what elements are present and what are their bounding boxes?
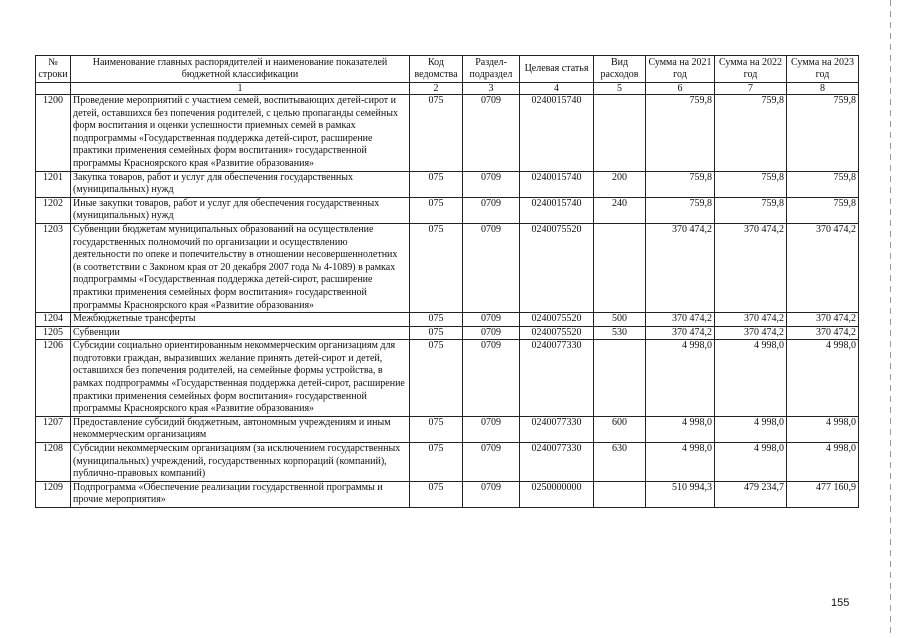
target-article-cell: 0240015740 — [520, 171, 594, 197]
table-row — [36, 326, 859, 340]
sum-2023-cell: 370 474,2 — [787, 326, 859, 340]
row-name-cell: Субсидии социально ориентированным некоммерческим организациям для подготовки граждан, выразивших желание принять детей-сирот и детей, оставшихся без попечения родителей, на семейные формы устройства, в рамках подпрограммы «Государственная поддержка детей-сирот, расширение практики применения семейных форм воспитания» государственной программы Красноярского края «Развитие образования» — [71, 340, 410, 417]
header-cell: Сумма на 2023 год — [787, 56, 859, 83]
sum-2023-cell: 370 474,2 — [787, 223, 859, 312]
expense-type-cell — [594, 340, 646, 417]
sum-2021-cell: 4 998,0 — [646, 416, 715, 442]
page-number: 155 — [831, 597, 850, 609]
header-row — [36, 56, 859, 83]
target-article-cell: 0240075520 — [520, 313, 594, 327]
sum-2021-cell: 370 474,2 — [646, 313, 715, 327]
header-cell: № строки — [36, 56, 71, 83]
dept-code-cell: 075 — [410, 443, 463, 482]
table-row — [36, 481, 859, 507]
expense-type-cell: 240 — [594, 197, 646, 223]
row-number-cell: 1205 — [36, 326, 71, 340]
dept-code-cell: 075 — [410, 326, 463, 340]
row-name-cell: Предоставление субсидий бюджетным, автономным учреждениям и иным некоммерческим организациям — [71, 416, 410, 442]
section-cell: 0709 — [463, 416, 520, 442]
column-number-row — [36, 83, 859, 95]
sum-2022-cell: 759,8 — [715, 171, 787, 197]
expense-type-cell: 600 — [594, 416, 646, 442]
row-name-cell: Субвенции бюджетам муниципальных образований на осуществление государственных полномочий по организации и осуществлению деятельности по опеке и попечительству в отношении несовершеннолетних (в соответствии с Законом края от 20 декабря 2007 года № 4-1089) в рамках подпрограммы «Государственная поддержка детей-сирот, расширение практики применения семейных форм воспитания» государственной программы Красноярского края «Развитие образования» — [71, 223, 410, 312]
sum-2023-cell: 4 998,0 — [787, 340, 859, 417]
row-number-cell: 1209 — [36, 481, 71, 507]
sum-2021-cell: 759,8 — [646, 171, 715, 197]
dept-code-cell: 075 — [410, 340, 463, 417]
target-article-cell: 0240077330 — [520, 443, 594, 482]
row-name-cell: Субвенции — [71, 326, 410, 340]
scan-edge-line — [890, 0, 891, 638]
header-cell: Код ведомства — [410, 56, 463, 83]
row-number-cell: 1204 — [36, 313, 71, 327]
section-cell: 0709 — [463, 95, 520, 172]
row-name-cell: Межбюджетные трансферты — [71, 313, 410, 327]
dept-code-cell: 075 — [410, 416, 463, 442]
sum-2021-cell: 4 998,0 — [646, 340, 715, 417]
sum-2022-cell: 759,8 — [715, 95, 787, 172]
row-name-cell: Проведение мероприятий с участием семей, воспитывающих детей-сирот и детей, оставшихся без попечения родителей, с целью пропаганды семейных форм воспитания и оценки успешности приемных семей в рамках подпрограммы «Государственная поддержка детей-сирот, расширение практики применения семейных форм воспитания» государственной программы Красноярского края «Развитие образования» — [71, 95, 410, 172]
row-number-cell: 1200 — [36, 95, 71, 172]
sum-2023-cell: 759,8 — [787, 95, 859, 172]
table-row — [36, 171, 859, 197]
sum-2021-cell: 4 998,0 — [646, 443, 715, 482]
table-row — [36, 197, 859, 223]
column-number-cell: 2 — [410, 83, 463, 95]
expense-type-cell — [594, 481, 646, 507]
row-name-cell: Закупка товаров, работ и услуг для обеспечения государственных (муниципальных) нужд — [71, 171, 410, 197]
sum-2022-cell: 479 234,7 — [715, 481, 787, 507]
sum-2023-cell: 477 160,9 — [787, 481, 859, 507]
sum-2022-cell: 4 998,0 — [715, 443, 787, 482]
sum-2021-cell: 510 994,3 — [646, 481, 715, 507]
sum-2021-cell: 370 474,2 — [646, 223, 715, 312]
column-number-cell: 5 — [594, 83, 646, 95]
sum-2022-cell: 370 474,2 — [715, 326, 787, 340]
table-row — [36, 340, 859, 417]
row-number-cell: 1203 — [36, 223, 71, 312]
dept-code-cell: 075 — [410, 481, 463, 507]
target-article-cell: 0240015740 — [520, 95, 594, 172]
row-number-cell: 1207 — [36, 416, 71, 442]
sum-2022-cell: 4 998,0 — [715, 340, 787, 417]
section-cell: 0709 — [463, 223, 520, 312]
expense-type-cell: 200 — [594, 171, 646, 197]
target-article-cell: 0240015740 — [520, 197, 594, 223]
sum-2022-cell: 4 998,0 — [715, 416, 787, 442]
budget-table — [35, 55, 859, 508]
section-cell: 0709 — [463, 481, 520, 507]
sum-2023-cell: 4 998,0 — [787, 416, 859, 442]
sum-2022-cell: 370 474,2 — [715, 313, 787, 327]
sum-2022-cell: 370 474,2 — [715, 223, 787, 312]
table-row — [36, 416, 859, 442]
column-number-cell — [36, 83, 71, 95]
column-number-cell: 1 — [71, 83, 410, 95]
section-cell: 0709 — [463, 171, 520, 197]
section-cell: 0709 — [463, 340, 520, 417]
column-number-cell: 6 — [646, 83, 715, 95]
column-number-cell: 7 — [715, 83, 787, 95]
row-number-cell: 1201 — [36, 171, 71, 197]
header-cell: Сумма на 2022 год — [715, 56, 787, 83]
expense-type-cell: 530 — [594, 326, 646, 340]
row-name-cell: Иные закупки товаров, работ и услуг для обеспечения государственных (муниципальных) нужд — [71, 197, 410, 223]
header-cell: Раздел-подраздел — [463, 56, 520, 83]
column-number-cell: 3 — [463, 83, 520, 95]
column-number-cell: 4 — [520, 83, 594, 95]
sum-2022-cell: 759,8 — [715, 197, 787, 223]
target-article-cell: 0240077330 — [520, 416, 594, 442]
table-row — [36, 443, 859, 482]
table-row — [36, 313, 859, 327]
target-article-cell: 0250000000 — [520, 481, 594, 507]
section-cell: 0709 — [463, 443, 520, 482]
target-article-cell: 0240075520 — [520, 223, 594, 312]
header-cell: Наименование главных распорядителей и наименование показателей бюджетной классификации — [71, 56, 410, 83]
row-number-cell: 1202 — [36, 197, 71, 223]
sum-2023-cell: 4 998,0 — [787, 443, 859, 482]
sum-2021-cell: 370 474,2 — [646, 326, 715, 340]
table-row — [36, 223, 859, 312]
column-number-cell: 8 — [787, 83, 859, 95]
dept-code-cell: 075 — [410, 171, 463, 197]
expense-type-cell — [594, 95, 646, 172]
dept-code-cell: 075 — [410, 223, 463, 312]
row-number-cell: 1208 — [36, 443, 71, 482]
section-cell: 0709 — [463, 197, 520, 223]
sum-2021-cell: 759,8 — [646, 95, 715, 172]
dept-code-cell: 075 — [410, 197, 463, 223]
sum-2023-cell: 759,8 — [787, 171, 859, 197]
dept-code-cell: 075 — [410, 95, 463, 172]
header-cell: Сумма на 2021 год — [646, 56, 715, 83]
sum-2021-cell: 759,8 — [646, 197, 715, 223]
table-row — [36, 95, 859, 172]
header-cell: Вид расходов — [594, 56, 646, 83]
dept-code-cell: 075 — [410, 313, 463, 327]
header-cell: Целевая статья — [520, 56, 594, 83]
section-cell: 0709 — [463, 313, 520, 327]
target-article-cell: 0240077330 — [520, 340, 594, 417]
sum-2023-cell: 370 474,2 — [787, 313, 859, 327]
expense-type-cell — [594, 223, 646, 312]
row-name-cell: Субсидии некоммерческим организациям (за исключением государственных (муниципальных) учреждений, государственных корпораций (компаний), публично-правовых компаний) — [71, 443, 410, 482]
row-number-cell: 1206 — [36, 340, 71, 417]
target-article-cell: 0240075520 — [520, 326, 594, 340]
sum-2023-cell: 759,8 — [787, 197, 859, 223]
section-cell: 0709 — [463, 326, 520, 340]
expense-type-cell: 500 — [594, 313, 646, 327]
expense-type-cell: 630 — [594, 443, 646, 482]
row-name-cell: Подпрограмма «Обеспечение реализации государственной программы и прочие мероприятия» — [71, 481, 410, 507]
